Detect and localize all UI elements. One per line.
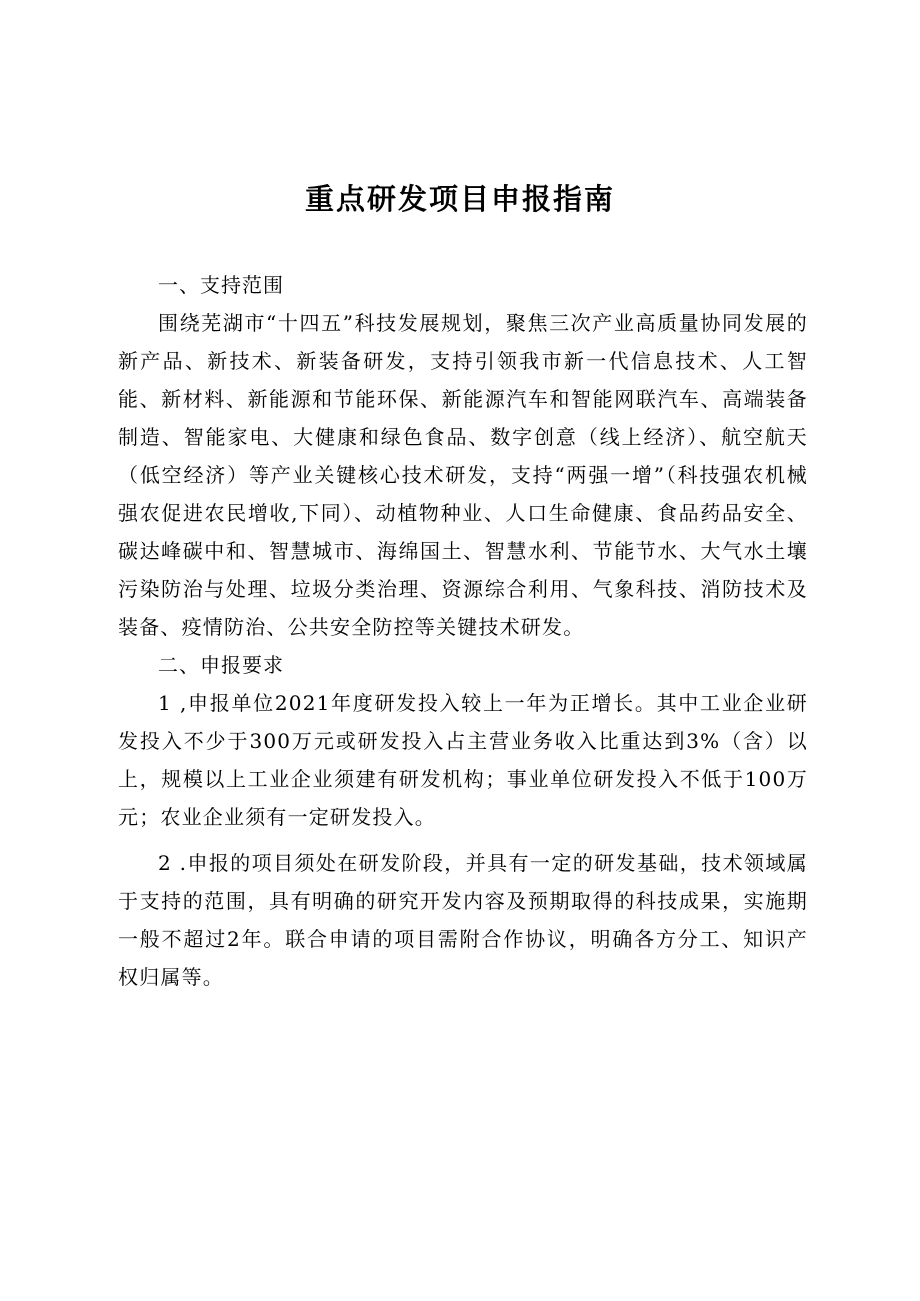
requirement-item-1: 1 ,申报单位2021年度研发投入较上一年为正增长。其中工业企业研发投入不少于300万元或研发投入占主营业务收入比重达到3%（含）以上，规模以上工业企业须建有研发机构；事业单位研发投入不低于100万元；农业企业须有一定研发投入。 bbox=[118, 691, 808, 829]
section-heading-requirements: 二、申报要求 bbox=[158, 653, 284, 677]
document-title: 重点研发项目申报指南 bbox=[304, 182, 615, 216]
requirement-item-2: 2 .申报的项目须处在研发阶段，并具有一定的研发基础，技术领域属于支持的范围，具有明确的研究开发内容及预期取得的科技成果，实施期一般不超过2年。联合申请的项目需附合作协议，明确各方分工、知识产权归属等。 bbox=[118, 851, 808, 989]
support-scope-paragraph: 围绕芜湖市“十四五”科技发展规划，聚焦三次产业高质量协同发展的新产品、新技术、新装备研发，支持引领我市新一代信息技术、人工智能、新材料、新能源和节能环保、新能源汽车和智能网联汽车、高端装备制造、智能家电、大健康和绿色食品、数字创意（线上经济）、航空航天（低空经济）等产业关键核心技术研发，支持“两强一增”（科技强农机械强农促进农民增收,下同）、动植物种业、人口生命健康、食品药品安全、碳达峰碳中和、智慧城市、海绵国土、智慧水利、节能节水、大气水土壤污染防治与处理、垃圾分类治理、资源综合利用、气象科技、消防技术及装备、疫情防治、公共安全防控等关键技术研发。 bbox=[118, 311, 808, 639]
document-body bbox=[118, 266, 808, 996]
section-heading-support-scope: 一、支持范围 bbox=[158, 273, 284, 297]
